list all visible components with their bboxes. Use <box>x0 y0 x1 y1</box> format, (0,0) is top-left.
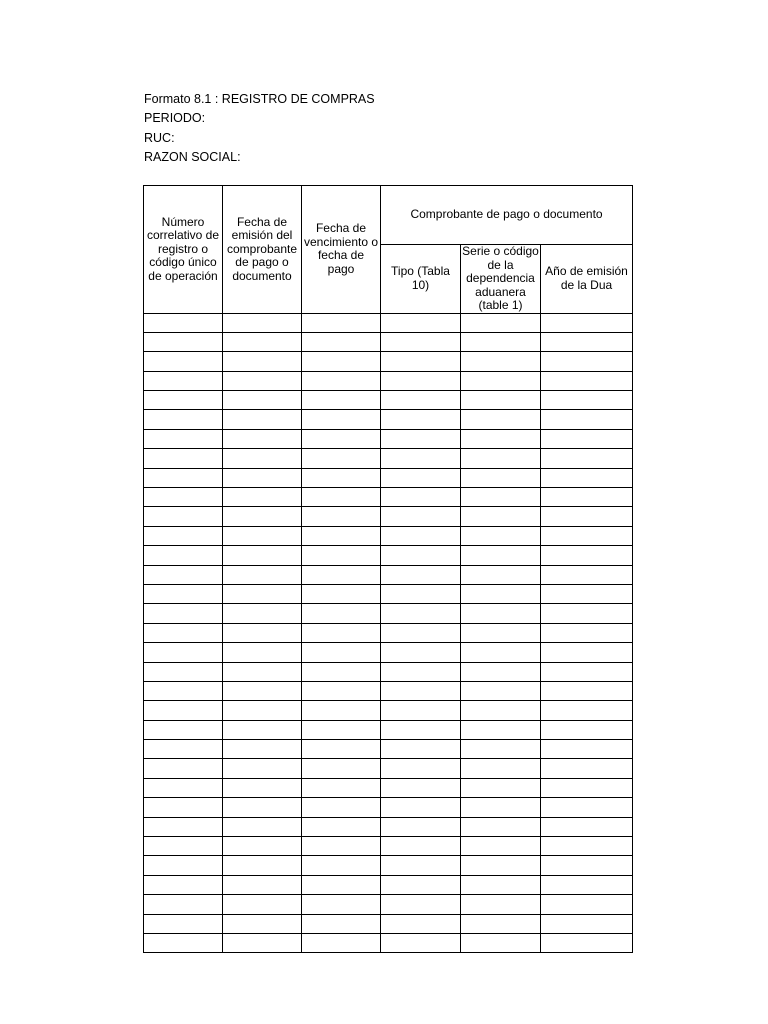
table-cell <box>302 856 381 875</box>
table-cell <box>541 468 633 487</box>
table-cell <box>381 740 461 759</box>
table-cell <box>381 681 461 700</box>
table-cell <box>144 468 223 487</box>
table-cell <box>144 604 223 623</box>
table-cell <box>381 778 461 797</box>
table-cell <box>381 875 461 894</box>
table-cell <box>144 507 223 526</box>
table-cell <box>223 429 302 448</box>
header-due-date: Fecha de vencimiento o fecha de pago <box>302 186 381 314</box>
table-cell <box>381 895 461 914</box>
table-cell <box>223 584 302 603</box>
table-cell <box>381 798 461 817</box>
periodo-label: PERIODO: <box>144 111 206 126</box>
table-row <box>144 332 633 351</box>
header-dua-year: Año de emisión de la Dua <box>541 245 633 314</box>
table-cell <box>461 526 541 545</box>
table-cell <box>381 391 461 410</box>
header-type: Tipo (Tabla 10) <box>381 245 461 314</box>
table-cell <box>381 643 461 662</box>
table-cell <box>223 371 302 390</box>
table-cell <box>461 391 541 410</box>
table-cell <box>461 371 541 390</box>
table-cell <box>302 352 381 371</box>
table-cell <box>302 371 381 390</box>
table-cell <box>381 468 461 487</box>
table-cell <box>381 662 461 681</box>
table-cell <box>144 740 223 759</box>
table-cell <box>144 662 223 681</box>
table-cell <box>381 914 461 933</box>
table-cell <box>461 856 541 875</box>
table-row <box>144 643 633 662</box>
table-cell <box>541 856 633 875</box>
table-cell <box>223 332 302 351</box>
table-row <box>144 875 633 894</box>
table-cell <box>461 895 541 914</box>
table-cell <box>541 410 633 429</box>
table-cell <box>381 526 461 545</box>
table-cell <box>381 584 461 603</box>
table-cell <box>381 604 461 623</box>
table-cell <box>144 332 223 351</box>
table-cell <box>144 584 223 603</box>
table-cell <box>541 798 633 817</box>
table-row <box>144 720 633 739</box>
table-cell <box>302 837 381 856</box>
table-row <box>144 468 633 487</box>
table-cell <box>144 352 223 371</box>
table-row <box>144 449 633 468</box>
table-cell <box>461 429 541 448</box>
table-cell <box>302 643 381 662</box>
table-cell <box>461 740 541 759</box>
table-cell <box>144 526 223 545</box>
table-cell <box>223 313 302 332</box>
table-cell <box>461 914 541 933</box>
header-issue-date: Fecha de emisión del comprobante de pago o documento <box>223 186 302 314</box>
table-cell <box>381 449 461 468</box>
table-row <box>144 623 633 642</box>
table-cell <box>223 623 302 642</box>
table-cell <box>144 875 223 894</box>
table-cell <box>223 662 302 681</box>
table-cell <box>461 875 541 894</box>
table-cell <box>381 352 461 371</box>
table-cell <box>144 778 223 797</box>
table-cell <box>144 701 223 720</box>
table-row <box>144 584 633 603</box>
table-row <box>144 798 633 817</box>
table-cell <box>223 468 302 487</box>
table-cell <box>144 759 223 778</box>
header-correlative-number: Número correlativo de registro o código único de operación <box>144 186 223 314</box>
table-cell <box>461 701 541 720</box>
table-cell <box>302 701 381 720</box>
table-cell <box>302 584 381 603</box>
table-cell <box>223 720 302 739</box>
table-cell <box>223 391 302 410</box>
table-cell <box>541 701 633 720</box>
table-cell <box>223 526 302 545</box>
table-cell <box>461 332 541 351</box>
table-cell <box>144 914 223 933</box>
table-cell <box>541 332 633 351</box>
table-cell <box>461 468 541 487</box>
table-cell <box>223 701 302 720</box>
table-cell <box>541 817 633 836</box>
table-row <box>144 681 633 700</box>
table-cell <box>541 584 633 603</box>
table-row <box>144 817 633 836</box>
table-cell <box>223 856 302 875</box>
table-cell <box>144 623 223 642</box>
header-series-code: Serie o código de la dependencia aduanera (table 1) <box>462 244 539 312</box>
table-cell <box>223 778 302 797</box>
table-cell <box>302 391 381 410</box>
table-cell <box>223 740 302 759</box>
table-row <box>144 778 633 797</box>
table-cell <box>302 526 381 545</box>
table-cell <box>541 740 633 759</box>
table-cell <box>541 371 633 390</box>
table-cell <box>302 895 381 914</box>
table-cell <box>461 410 541 429</box>
document-header <box>144 90 375 167</box>
table-cell <box>223 759 302 778</box>
table-cell <box>223 604 302 623</box>
table-cell <box>381 720 461 739</box>
table-cell <box>144 837 223 856</box>
table-cell <box>461 623 541 642</box>
table-row <box>144 507 633 526</box>
table-cell <box>302 662 381 681</box>
table-cell <box>144 895 223 914</box>
table-cell <box>541 449 633 468</box>
table-cell <box>223 914 302 933</box>
table-cell <box>223 352 302 371</box>
table-cell <box>541 681 633 700</box>
table-cell <box>461 488 541 507</box>
table-cell <box>461 546 541 565</box>
table-cell <box>461 565 541 584</box>
table-cell <box>302 875 381 894</box>
table-cell <box>541 662 633 681</box>
table-cell <box>302 546 381 565</box>
table-cell <box>381 565 461 584</box>
table-cell <box>541 313 633 332</box>
table-cell <box>302 934 381 953</box>
table-cell <box>302 623 381 642</box>
table-cell <box>144 429 223 448</box>
table-row <box>144 895 633 914</box>
table-cell <box>381 429 461 448</box>
table-cell <box>144 565 223 584</box>
table-cell <box>461 778 541 797</box>
table-row <box>144 313 633 332</box>
table-cell <box>541 546 633 565</box>
table-cell <box>461 817 541 836</box>
table-cell <box>541 604 633 623</box>
table-cell <box>223 488 302 507</box>
razon-social-label: RAZON SOCIAL: <box>144 149 241 164</box>
table-row <box>144 837 633 856</box>
table-row <box>144 526 633 545</box>
table-cell <box>461 798 541 817</box>
table-cell <box>541 934 633 953</box>
table-cell <box>541 623 633 642</box>
table-row <box>144 662 633 681</box>
table-row <box>144 546 633 565</box>
ruc-label: RUC: <box>144 130 175 145</box>
table-cell <box>144 856 223 875</box>
table-cell <box>381 623 461 642</box>
table-cell <box>461 837 541 856</box>
table-cell <box>302 410 381 429</box>
table-cell <box>144 817 223 836</box>
table-cell <box>302 914 381 933</box>
purchase-register-table <box>143 185 633 953</box>
table-cell <box>223 934 302 953</box>
table-cell <box>144 934 223 953</box>
table-row <box>144 759 633 778</box>
table-cell <box>381 817 461 836</box>
table-cell <box>541 643 633 662</box>
table-cell <box>144 449 223 468</box>
table-cell <box>541 352 633 371</box>
table-row <box>144 565 633 584</box>
table-cell <box>461 720 541 739</box>
table-cell <box>381 934 461 953</box>
table-cell <box>541 565 633 584</box>
table-cell <box>302 449 381 468</box>
table-cell <box>223 507 302 526</box>
table-cell <box>461 352 541 371</box>
table-cell <box>541 526 633 545</box>
table-cell <box>302 507 381 526</box>
table-cell <box>461 759 541 778</box>
table-cell <box>381 837 461 856</box>
table-cell <box>461 604 541 623</box>
table-cell <box>302 720 381 739</box>
table-cell <box>461 449 541 468</box>
table-cell <box>381 701 461 720</box>
table-cell <box>302 798 381 817</box>
table-cell <box>541 507 633 526</box>
table-cell <box>461 507 541 526</box>
table-cell <box>381 507 461 526</box>
table-cell <box>223 410 302 429</box>
table-cell <box>461 934 541 953</box>
table-row <box>144 429 633 448</box>
table-row <box>144 371 633 390</box>
table-cell <box>302 468 381 487</box>
table-cell <box>144 371 223 390</box>
table-cell <box>144 410 223 429</box>
table-cell <box>223 449 302 468</box>
table-cell <box>381 856 461 875</box>
table-cell <box>541 837 633 856</box>
table-cell <box>302 817 381 836</box>
table-cell <box>302 604 381 623</box>
table-cell <box>541 391 633 410</box>
table-cell <box>461 662 541 681</box>
table-cell <box>223 798 302 817</box>
table-cell <box>461 584 541 603</box>
table-cell <box>541 778 633 797</box>
table-row <box>144 701 633 720</box>
table-cell <box>144 720 223 739</box>
table-cell <box>223 875 302 894</box>
table-row <box>144 410 633 429</box>
table-cell <box>144 643 223 662</box>
table-cell <box>223 643 302 662</box>
table-cell <box>302 488 381 507</box>
table-row <box>144 740 633 759</box>
table-cell <box>144 313 223 332</box>
table-cell <box>461 643 541 662</box>
table-cell <box>541 875 633 894</box>
table-cell <box>461 681 541 700</box>
table-row <box>144 934 633 953</box>
table-row <box>144 488 633 507</box>
table-cell <box>302 429 381 448</box>
table-cell <box>144 546 223 565</box>
table-cell <box>302 778 381 797</box>
table-cell <box>144 488 223 507</box>
table-cell <box>302 740 381 759</box>
table-cell <box>302 332 381 351</box>
table-cell <box>541 720 633 739</box>
table-row <box>144 856 633 875</box>
table-cell <box>541 914 633 933</box>
table-cell <box>223 565 302 584</box>
table-body <box>144 313 633 953</box>
table-cell <box>144 391 223 410</box>
table-row <box>144 352 633 371</box>
table-cell <box>381 759 461 778</box>
table-cell <box>381 488 461 507</box>
table-cell <box>144 798 223 817</box>
table-cell <box>223 895 302 914</box>
table-cell <box>381 546 461 565</box>
table-cell <box>144 681 223 700</box>
table-cell <box>381 371 461 390</box>
table-row <box>144 604 633 623</box>
table-cell <box>302 565 381 584</box>
table-cell <box>541 488 633 507</box>
table-cell <box>302 681 381 700</box>
header-payment-voucher-group: Comprobante de pago o documento <box>381 186 633 245</box>
table-row <box>144 391 633 410</box>
table-cell <box>381 410 461 429</box>
table-cell <box>223 546 302 565</box>
table-cell <box>223 681 302 700</box>
table-header-row <box>144 186 633 245</box>
table-cell <box>223 837 302 856</box>
table-cell <box>302 759 381 778</box>
table-cell <box>461 313 541 332</box>
table-cell <box>381 332 461 351</box>
table-cell <box>541 759 633 778</box>
table-cell <box>302 313 381 332</box>
table-cell <box>541 429 633 448</box>
format-title: Formato 8.1 : REGISTRO DE COMPRAS <box>144 92 375 106</box>
table-cell <box>223 817 302 836</box>
table-row <box>144 914 633 933</box>
table-cell <box>381 313 461 332</box>
table-cell <box>541 895 633 914</box>
